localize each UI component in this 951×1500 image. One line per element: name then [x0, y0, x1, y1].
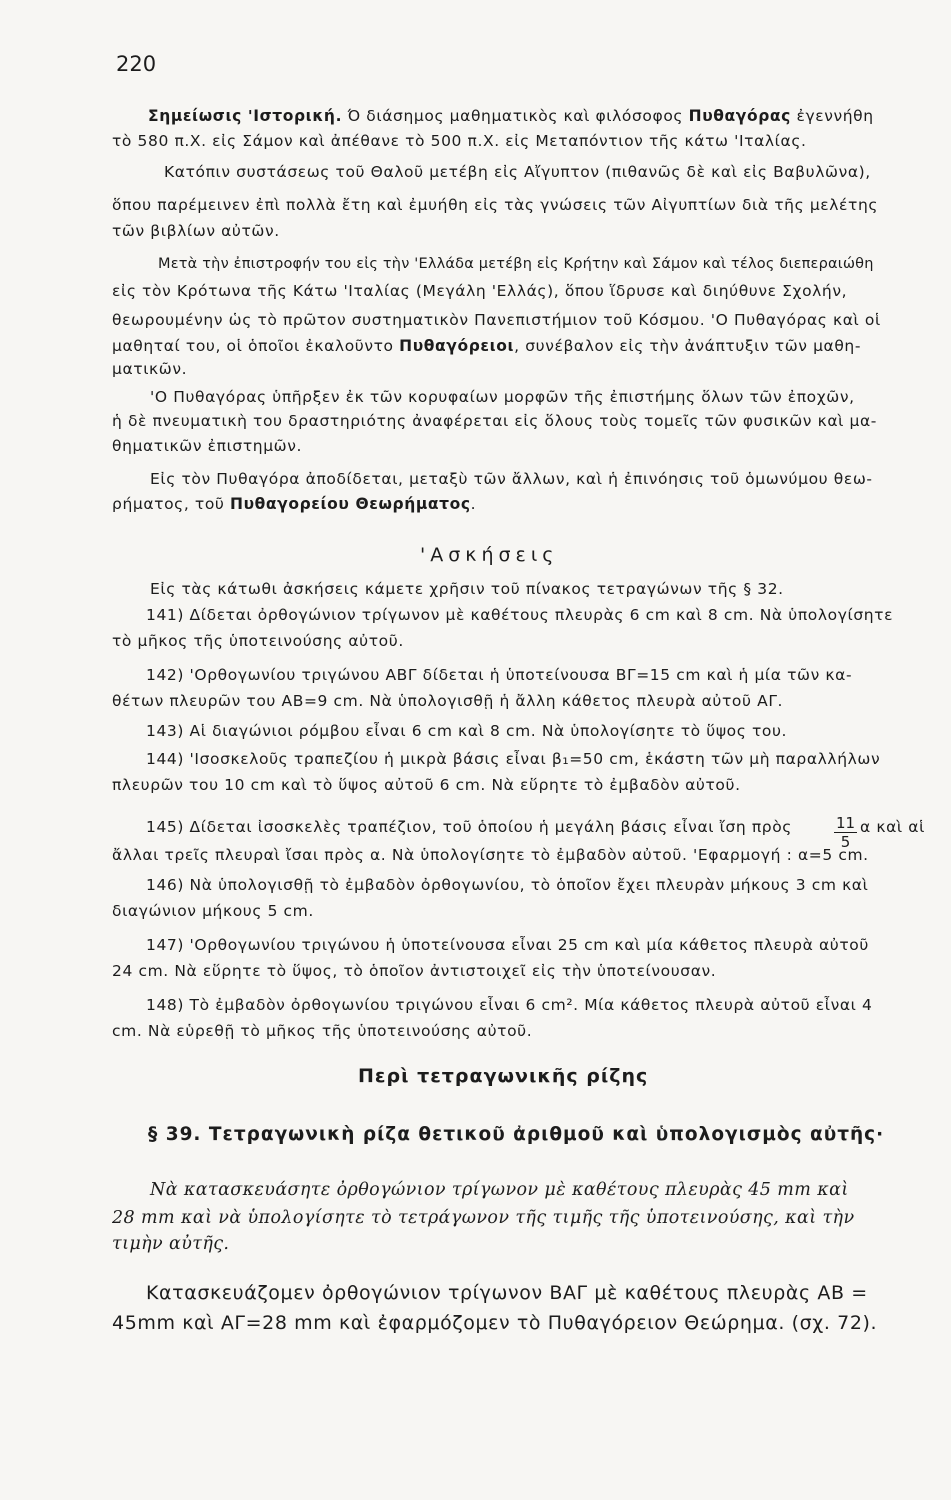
exercise-146-line-2: διαγώνιον μήκους 5 cm. [112, 902, 314, 920]
note-line-14: Εἰς τὸν Πυθαγόρα ἀποδίδεται, μεταξὺ τῶν ἄλλων, καὶ ἡ ἐπινόησις τοῦ ὁμωνύμου θεω- [150, 470, 873, 488]
section-title: Περὶ τετραγωνικῆς ρίζης [358, 1065, 649, 1087]
note-line-9 [112, 337, 861, 355]
note-line-11: 'Ο Πυθαγόρας ὑπῆρξεν ἐκ τῶν κορυφαίων μορφῶν τῆς ἐπιστήμης ὅλων τῶν ἐποχῶν, [150, 388, 855, 406]
note-text: Ό διάσημος μαθηματικὸς καὶ φιλόσοφος [342, 107, 689, 125]
note-lead: Σημείωσις 'Ιστορική. [148, 107, 343, 125]
exercise-144-line-2: πλευρῶν του 10 cm καὶ τὸ ὕψος αὐτοῦ 6 cm. Νὰ εὕρητε τὸ ἐμβαδὸν αὐτοῦ. [112, 776, 741, 794]
pythagoreans: Πυθαγόρειοι [399, 337, 515, 355]
page-number: 220 [116, 52, 157, 76]
note-line-8: θεωρουμένην ὡς τὸ πρῶτον συστηματικὸν Πανεπιστήμιον τοῦ Κόσμου. 'Ο Πυθαγόρας καὶ οἱ [112, 311, 881, 329]
note-line-15c: . [470, 495, 477, 513]
pythagoras-name: Πυθαγόρας [688, 107, 791, 125]
exercise-141-line-2: τὸ μῆκος τῆς ὑποτεινούσης αὐτοῦ. [112, 632, 404, 650]
note-line-9c: , συνέβαλον εἰς τὴν ἀνάπτυξιν τῶν μαθη- [514, 337, 862, 355]
body-line-2: 45mm καὶ ΑΓ=28 mm καὶ ἐφαρμόζομεν τὸ Πυθαγόρειον Θεώρημα. (σχ. 72). [112, 1312, 878, 1334]
note-line-4: ὅπου παρέμεινεν ἐπὶ πολλὰ ἔτη καὶ ἐμυήθη εἰς τὰς γνώσεις τῶν Αἰγυπτίων διὰ τῆς μελέτης [112, 196, 879, 214]
exercise-148-line-2: cm. Νὰ εὑρεθῇ τὸ μῆκος τῆς ὑποτεινούσης αὐτοῦ. [112, 1022, 533, 1040]
note-line-6: Μετὰ τὴν ἐπιστροφήν του εἰς τὴν 'Ελλάδα μετέβη εἰς Κρήτην καὶ Σάμον καὶ τέλος διεπεραιώθη [158, 256, 874, 272]
exercise-145-line-2: ἄλλαι τρεῖς πλευραὶ ἴσαι πρὸς α. Νὰ ὑπολογίσητε τὸ ἐμβαδὸν αὐτοῦ. 'Εφαρμογή : α=5 cm. [112, 846, 869, 864]
task-line-3: τιμὴν αὐτῆς. [112, 1234, 230, 1254]
note-line-2: τὸ 580 π.Χ. εἰς Σάμον καὶ ἀπέθανε τὸ 500 π.Χ. εἰς Μεταπόντιον τῆς κάτω 'Ιταλίας. [112, 132, 807, 150]
note-line-9a: μαθηταί του, οἱ ὁποῖοι ἐκαλοῦντο [112, 337, 400, 355]
task-line-1: Νὰ κατασκευάσητε ὀρθογώνιον τρίγωνον μὲ καθέτους πλευρὰς 45 mm καὶ [150, 1180, 849, 1200]
subsection-title: § 39. Τετραγωνικὴ ρίζα θετικοῦ ἀριθμοῦ καὶ ὑπολογισμὸς αὐτῆς· [148, 1124, 885, 1145]
exercise-148-line-1: 148) Τὸ ἐμβαδὸν ὀρθογωνίου τριγώνου εἶναι 6 cm². Μία κάθετος πλευρὰ αὐτοῦ εἶναι 4 [146, 996, 873, 1014]
note-line-15a: ρήματος, τοῦ [112, 495, 231, 513]
note-line-1 [148, 107, 874, 125]
exercise-146-line-1: 146) Νὰ ὑπολογισθῇ τὸ ἐμβαδὸν ὀρθογωνίου, τὸ ὁποῖον ἔχει πλευρὰν μήκους 3 cm καὶ [146, 876, 869, 894]
note-line-5: τῶν βιβλίων αὐτῶν. [112, 222, 280, 240]
note-line-3: Κατόπιν συστάσεως τοῦ Θαλοῦ μετέβη εἰς Αἴγυπτον (πιθανῶς δὲ καὶ εἰς Βαβυλῶνα), [164, 163, 871, 181]
body-line-1: Κατασκευάζομεν ὀρθογώνιον τρίγωνον ΒΑΓ μὲ καθέτους πλευρὰς ΑΒ = [146, 1282, 868, 1304]
exercise-143: 143) Αἱ διαγώνιοι ρόμβου εἶναι 6 cm καὶ 8 cm. Νὰ ὑπολογίσητε τὸ ὕψος του. [146, 722, 788, 740]
note-line-13: θηματικῶν ἐπιστημῶν. [112, 437, 303, 455]
note-line-12: ἡ δὲ πνευματικὴ του δραστηριότης ἀναφέρεται εἰς ὅλους τοὺς τομεῖς τῶν φυσικῶν καὶ μα- [112, 412, 877, 430]
exercise-145-line-1b: α καὶ αἱ [860, 818, 925, 836]
exercises-title: 'Ασκήσεις [420, 544, 559, 566]
exercise-144-line-1: 144) 'Ισοσκελοῦς τραπεζίου ἡ μικρὰ βάσις εἶναι β₁=50 cm, ἑκάστη τῶν μὴ παραλλήλων [146, 750, 881, 768]
note-line-10: ματικῶν. [112, 360, 188, 378]
exercise-147-line-1: 147) 'Ορθογωνίου τριγώνου ἡ ὑποτείνουσα εἶναι 25 cm καὶ μία κάθετος πλευρὰ αὐτοῦ [146, 936, 869, 954]
task-line-2: 28 mm καὶ νὰ ὑπολογίσητε τὸ τετράγωνον τῆς τιμῆς τῆς ὑποτεινούσης, καὶ τὴν [112, 1208, 855, 1228]
exercise-142-line-2: θέτων πλευρῶν του ΑΒ=9 cm. Νὰ ὑπολογισθῇ ἡ ἄλλη κάθετος πλευρὰ αὐτοῦ ΑΓ. [112, 692, 784, 710]
exercises-intro: Εἰς τὰς κάτωθι ἀσκήσεις κάμετε χρῆσιν τοῦ πίνακος τετραγώνων τῆς § 32. [150, 580, 784, 598]
note-line-15 [112, 495, 476, 513]
exercise-142-line-1: 142) 'Ορθογωνίου τριγώνου ΑΒΓ δίδεται ἡ ὑποτείνουσα ΒΓ=15 cm καὶ ἡ μία τῶν κα- [146, 666, 853, 684]
pythagorean-theorem: Πυθαγορείου Θεωρήματος [230, 495, 471, 513]
fraction-denominator: 5 [840, 833, 851, 851]
exercise-141-line-1: 141) Δίδεται ὀρθογώνιον τρίγωνον μὲ καθέτους πλευρὰς 6 cm καὶ 8 cm. Νὰ ὑπολογίσητε [146, 606, 894, 624]
exercise-145-line-1: 145) Δίδεται ἰσοσκελὲς τραπέζιον, τοῦ ὁποίου ἡ μεγάλη βάσις εἶναι ἴση πρὸς [146, 818, 793, 836]
note-line-7: εἰς τὸν Κρότωνα τῆς Κάτω 'Ιταλίας (Μεγάλη 'Ελλάς), ὅπου ἵδρυσε καὶ διηύθυνε Σχολήν, [112, 282, 848, 300]
fraction-numerator: 11 [836, 814, 856, 832]
exercise-147-line-2: 24 cm. Νὰ εὕρητε τὸ ὕψος, τὸ ὁποῖον ἀντιστοιχεῖ εἰς τὴν ὑποτείνουσαν. [112, 962, 717, 980]
note-end: ἐγεννήθη [790, 107, 874, 125]
